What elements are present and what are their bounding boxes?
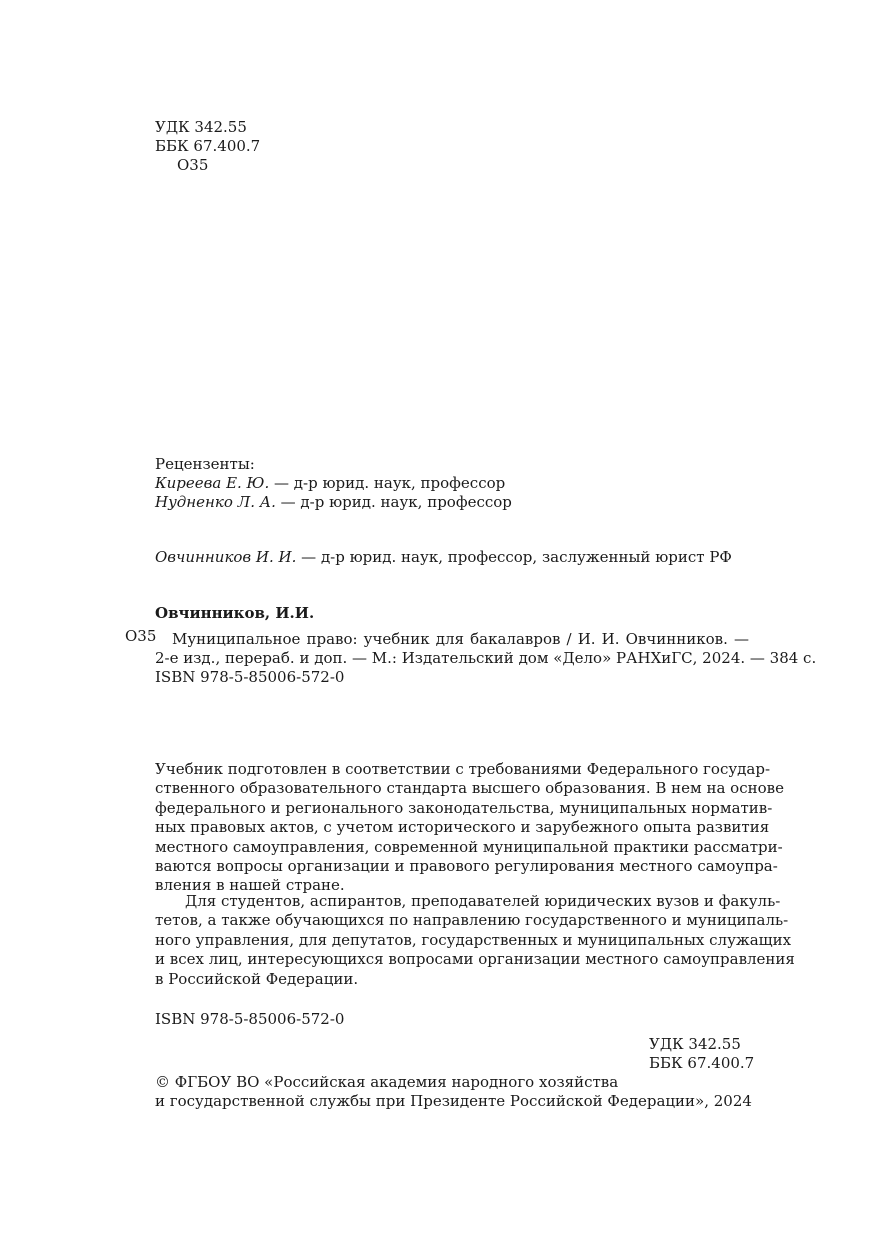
annotation-paragraph-2 [155,892,795,989]
reviewer-name: Нудненко Л. А. [155,493,276,511]
annotation-line: Учебник подготовлен в соответствии с требованиями Федерального государ- [155,760,771,778]
author-info-name: Овчинников И. И. [155,548,297,566]
annotation-line: ственного образовательного стандарта высшего образования. В нем на основе [155,779,784,798]
reviewer-credentials: — д-р юрид. наук, профессор [269,474,506,492]
bib-author-mark: О35 [125,627,157,645]
author-info [155,548,732,567]
reviewer-2 [155,493,512,512]
annotation-line: Для студентов, аспирантов, преподавателей юридических вузов и факуль- [185,892,781,910]
bbk-code-bottom: ББК 67.400.7 [649,1054,755,1072]
author-info-credentials: — д-р юрид. наук, профессор, заслуженный юрист РФ [296,548,732,566]
annotation-paragraph-1 [155,760,784,896]
bib-line-2: 2-е изд., перераб. и доп. — М.: Издательский дом «Дело» РАНХиГС, 2024. — 384 с. [155,649,817,667]
author-mark: О35 [177,156,209,174]
annotation-line: тетов, а также обучающихся по направлению государственного и муниципаль- [155,911,789,930]
annotation-line: федерального и регионального законодательства, муниципальных норматив- [155,798,773,817]
annotation-line: ных правовых актов, с учетом исторического и зарубежного опыта развития [155,818,770,837]
bib-line-1: Муниципальное право: учебник для бакалавров / И. И. Овчинников. — [172,630,749,648]
reviewer-credentials: — д-р юрид. наук, профессор [275,493,512,511]
copyright-line-1: © ФГБОУ ВО «Российская академия народного хозяйства [155,1073,619,1091]
annotation-line: ваются вопросы организации и правового регулирования местного самоупра- [155,857,778,876]
bib-isbn: ISBN 978-5-85006-572-0 [155,668,345,686]
annotation-line: ного управления, для депутатов, государственных и муниципальных служащих [155,930,792,949]
author-heading: Овчинников, И.И. [155,604,315,622]
isbn: ISBN 978-5-85006-572-0 [155,1010,345,1028]
bbk-code: ББК 67.400.7 [155,137,261,155]
reviewer-name: Киреева Е. Ю. [155,474,270,492]
annotation-line: местного самоуправления, современной муниципальной практики рассматри- [155,837,783,856]
annotation-line: вления в нашей стране. [155,876,345,895]
reviewers-heading: Рецензенты: [155,455,255,473]
annotation-line: и всех лиц, интересующихся вопросами организации местного самоуправления [155,950,795,969]
reviewer-1 [155,474,505,493]
udk-code: УДК 342.55 [155,118,247,136]
annotation-line: в Российской Федерации. [155,969,359,988]
copyright-line-2: и государственной службы при Президенте Российской Федерации», 2024 [155,1092,752,1110]
udk-code-bottom: УДК 342.55 [649,1035,741,1053]
